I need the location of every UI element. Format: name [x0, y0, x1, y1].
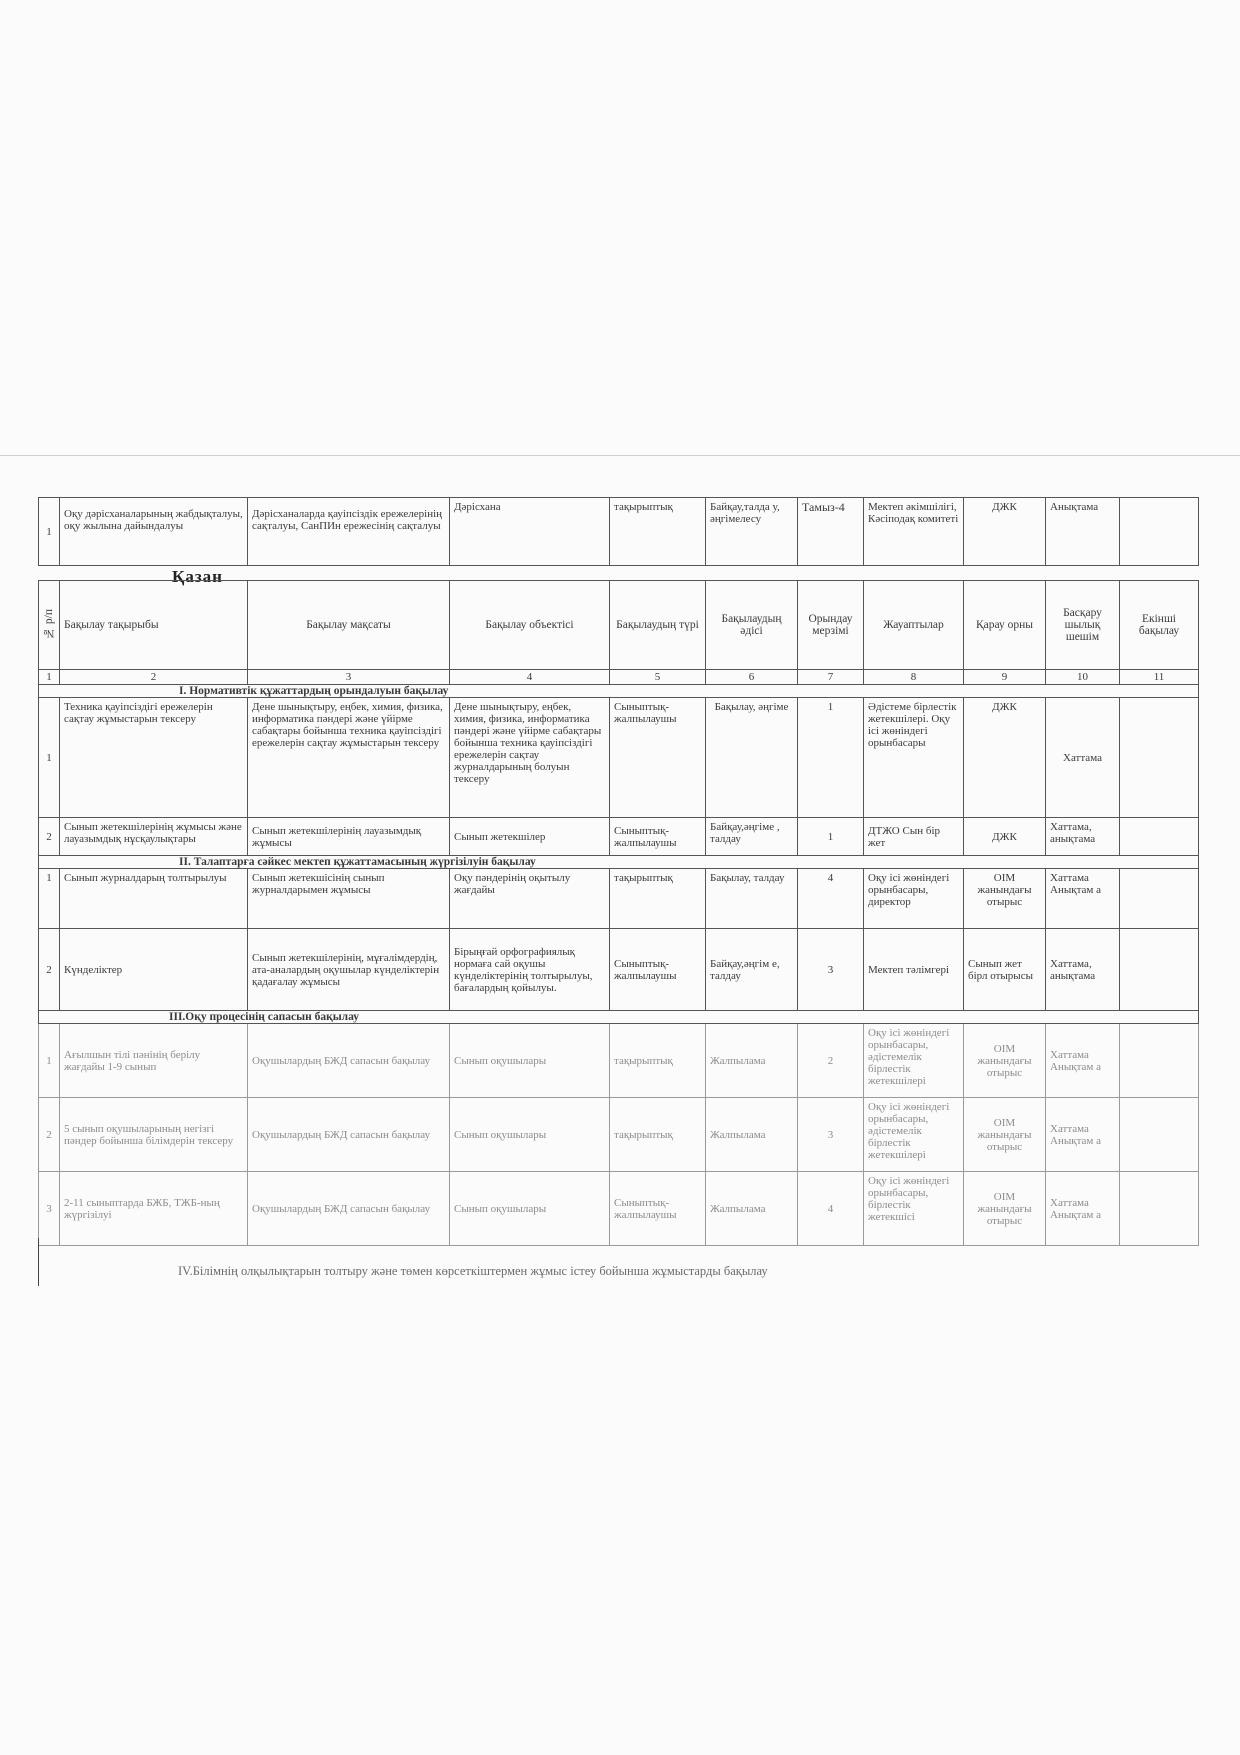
management-decision: Хаттама Анықтам а [1046, 1024, 1120, 1098]
management-decision: Хаттама Анықтам а [1046, 1172, 1120, 1246]
section-title: II. Талаптарға сәйкес мектеп құжаттамасының жүргізілуін бақылау [39, 856, 1199, 869]
column-number: 3 [248, 670, 450, 685]
deadline: 4 [798, 1172, 864, 1246]
deadline: 2 [798, 1024, 864, 1098]
control-type: тақырыптық [610, 1024, 706, 1098]
section-title: I. Нормативтік құжаттардың орындалуын бақылау [39, 685, 1199, 698]
second-control [1120, 929, 1199, 1011]
responsible: ДТЖО Сын бір жет [864, 818, 964, 856]
control-topic: 5 сынып оқушыларының негізгі пәндер бойынша білімдерін тексеру [60, 1098, 248, 1172]
next-section-title: IV.Білімнің олқылықтарын толтыру және төмен көрсеткіштермен жұмыс істеу бойынша жұмыстарды бақылау [178, 1264, 768, 1278]
control-method: Жалпылама [706, 1172, 798, 1246]
responsible: Оқу ісі жөніндегі орынбасары, әдістемелік бірлестік жетекшілері [864, 1098, 964, 1172]
column-number: 1 [39, 670, 60, 685]
control-type: тақырыптық [610, 498, 706, 566]
header-topic: Бақылау тақырыбы [60, 581, 248, 670]
header-review: Қарау орны [964, 581, 1046, 670]
responsible: Оқу ісі жөніндегі орынбасары, директор [864, 869, 964, 929]
control-purpose: Сынып жетекшісінің сынып журналдарымен жұмысы [248, 869, 450, 929]
column-number: 9 [964, 670, 1046, 685]
control-type: Сыныптық-жалпылаушы [610, 1172, 706, 1246]
control-topic: Ағылшын тілі пәнінің берілу жағдайы 1-9 сынып [60, 1024, 248, 1098]
responsible: Мектеп тәлімгері [864, 929, 964, 1011]
review-place: ОІМ жанындағы отырыс [964, 1024, 1046, 1098]
responsible: Мектеп әкімшілігі, Кәсіподақ комитеті [864, 498, 964, 566]
review-place: ДЖК [964, 498, 1046, 566]
review-place: ДЖК [964, 818, 1046, 856]
row-number: 2 [39, 929, 60, 1011]
control-object: Дене шынықтыру, еңбек, химия, физика, информатика пәндері және үйірме сабақтары бойынша техника қауіпсіздігі ережелерін сақтау журналдарының болуын тексеру [450, 698, 610, 818]
management-decision: Хаттама, анықтама [1046, 929, 1120, 1011]
row-number: 2 [39, 818, 60, 856]
header-responsible: Жауаптылар [864, 581, 964, 670]
second-control [1120, 1024, 1199, 1098]
column-number: 2 [60, 670, 248, 685]
second-control [1120, 1172, 1199, 1246]
second-control [1120, 818, 1199, 856]
column-number: 10 [1046, 670, 1120, 685]
control-object: Оқу пәндерінің оқытылу жағдайы [450, 869, 610, 929]
deadline: Тамыз-4 [798, 498, 864, 566]
column-number: 4 [450, 670, 610, 685]
control-topic: Техника қауіпсіздігі ережелерін сақтау жұмыстарын тексеру [60, 698, 248, 818]
row-number: 1 [39, 1024, 60, 1098]
control-method: Жалпылама [706, 1098, 798, 1172]
control-topic: Күнделіктер [60, 929, 248, 1011]
control-object: Бірыңғай орфографиялық нормаға сай оқушы күнделіктерінің толтырылуы, бағалардың қойылуы. [450, 929, 610, 1011]
control-topic: Сынып жетекшілерінің жұмысы және лауазымдық нұсқаулықтары [60, 818, 248, 856]
control-topic: Оқу дәрісханаларының жабдықталуы, оқу жылына дайындалуы [60, 498, 248, 566]
column-number: 7 [798, 670, 864, 685]
control-type: Сыныптық-жалпылаушы [610, 698, 706, 818]
management-decision: Хаттама [1046, 698, 1120, 818]
row-number: 1 [39, 498, 60, 566]
review-place: Сынып жет бірл отырысы [964, 929, 1046, 1011]
control-object: Сынып жетекшілер [450, 818, 610, 856]
control-purpose: Дәрісханаларда қауіпсіздік ережелерінің сақталуы, СанПИн ережесінің сақталуы [248, 498, 450, 566]
second-control [1120, 1098, 1199, 1172]
month-title: Қазан [172, 567, 223, 586]
second-control [1120, 698, 1199, 818]
deadline: 1 [798, 698, 864, 818]
header-decision: Басқару шылық шешім [1046, 581, 1120, 670]
scan-edge [0, 455, 1240, 456]
control-object: Дәрісхана [450, 498, 610, 566]
table-row [39, 1098, 1199, 1172]
control-method: Бақылау, талдау [706, 869, 798, 929]
control-method: Байқау,талда у, әңгімелесу [706, 498, 798, 566]
row-number: 1 [39, 698, 60, 818]
header-type: Бақылаудың түрі [610, 581, 706, 670]
top-continuation-table [38, 497, 1199, 566]
control-purpose: Сынып жетекшілерінің, мұғалімдердің, ата-аналардың оқушылар күнделіктерін қадағалау жұмысы [248, 929, 450, 1011]
header-purpose: Бақылау мақсаты [248, 581, 450, 670]
management-decision: Анықтама [1046, 498, 1120, 566]
review-place: ОІМ жанындағы отырыс [964, 1172, 1046, 1246]
control-purpose: Оқушылардың БЖД сапасын бақылау [248, 1172, 450, 1246]
deadline: 3 [798, 1098, 864, 1172]
section-title: III.Оқу процесінің сапасын бақылау [39, 1011, 1199, 1024]
control-method: Байқау,әңгіме , талдау [706, 818, 798, 856]
control-purpose: Сынып жетекшілерінің лауазымдық жұмысы [248, 818, 450, 856]
control-plan-table [38, 580, 1199, 1246]
control-object: Сынып оқушылары [450, 1172, 610, 1246]
table-row [39, 698, 1199, 818]
header-deadline: Орындау мерзімі [798, 581, 864, 670]
deadline: 3 [798, 929, 864, 1011]
control-purpose: Оқушылардың БЖД сапасын бақылау [248, 1098, 450, 1172]
table-row [39, 1172, 1199, 1246]
control-object: Сынып оқушылары [450, 1024, 610, 1098]
table-row [39, 818, 1199, 856]
responsible: Оқу ісі жөніндегі орынбасары, әдістемелік бірлестік жетекшілері [864, 1024, 964, 1098]
review-place: ОІМ жанындағы отырыс [964, 1098, 1046, 1172]
column-number: 11 [1120, 670, 1199, 685]
control-type: Сыныптық-жалпылаушы [610, 818, 706, 856]
management-decision: Хаттама Анықтам а [1046, 869, 1120, 929]
column-number: 8 [864, 670, 964, 685]
column-number: 6 [706, 670, 798, 685]
control-type: Сыныптық-жалпылаушы [610, 929, 706, 1011]
margin-line [38, 1238, 39, 1286]
management-decision: Хаттама, анықтама [1046, 818, 1120, 856]
deadline: 1 [798, 818, 864, 856]
responsible: Әдістеме бірлестік жетекшілері. Оқу ісі жөніндегі орынбасары [864, 698, 964, 818]
management-decision: Хаттама Анықтам а [1046, 1098, 1120, 1172]
header-num: № р/п [39, 581, 60, 670]
review-place: ДЖК [964, 698, 1046, 818]
table-row [39, 498, 1199, 566]
header-row [39, 581, 1199, 670]
deadline: 4 [798, 869, 864, 929]
control-topic: 2-11 сыныптарда БЖБ, ТЖБ-ның жүргізілуі [60, 1172, 248, 1246]
table-row [39, 869, 1199, 929]
row-number: 3 [39, 1172, 60, 1246]
column-number: 5 [610, 670, 706, 685]
control-topic: Сынып журналдарың толтырылуы [60, 869, 248, 929]
row-number: 2 [39, 1098, 60, 1172]
column-number-row [39, 670, 1199, 685]
header-method: Бақылаудың әдісі [706, 581, 798, 670]
row-number: 1 [39, 869, 60, 929]
table-row [39, 929, 1199, 1011]
control-type: тақырыптық [610, 1098, 706, 1172]
header-second: Екінші бақылау [1120, 581, 1199, 670]
control-method: Бақылау, әңгіме [706, 698, 798, 818]
section-row [39, 856, 1199, 869]
second-control [1120, 869, 1199, 929]
control-object: Сынып оқушылары [450, 1098, 610, 1172]
control-type: тақырыптық [610, 869, 706, 929]
responsible: Оқу ісі жөніндегі орынбасары, бірлестік жетекшісі [864, 1172, 964, 1246]
control-purpose: Оқушылардың БЖД сапасын бақылау [248, 1024, 450, 1098]
review-place: ОІМ жанындағы отырыс [964, 869, 1046, 929]
header-object: Бақылау объектісі [450, 581, 610, 670]
control-method: Байқау,әңгім е, талдау [706, 929, 798, 1011]
table-row [39, 1024, 1199, 1098]
section-row [39, 1011, 1199, 1024]
second-control [1120, 498, 1199, 566]
control-purpose: Дене шынықтыру, еңбек, химия, физика, информатика пәндері және үйірме сабақтары бойынша техника қауіпсіздігі ережелерін сақтау жұмыстарын тексеру [248, 698, 450, 818]
control-method: Жалпылама [706, 1024, 798, 1098]
section-row [39, 685, 1199, 698]
